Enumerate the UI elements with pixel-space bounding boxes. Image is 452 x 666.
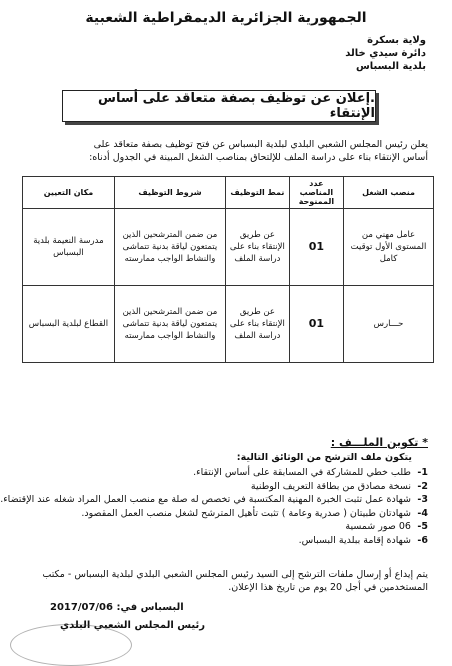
- list-item: [0, 493, 428, 507]
- list-item-number: 5-: [417, 521, 428, 532]
- cell-conditions: من ضمن المترشحين الذين يتمتعون لياقة بدنية تتماشى والنشاط الواجب ممارسته: [114, 286, 225, 363]
- list-item-text: 06 صور شمسية: [345, 521, 411, 532]
- header-count: عدد المناصب الممنوحة: [289, 177, 343, 209]
- list-item-text: شهادة عمل تثبت الخبرة المهنية المكتسبة في تخصص له صلة مع منصب العمل المراد شغله عند الإقتضاء.: [0, 494, 411, 505]
- header-post: منصب الشغل: [344, 177, 434, 209]
- closing-line-2: المستخدمين في أجل 20 يوم من تاريخ هذا الإعلان.: [228, 582, 428, 593]
- list-item-number: 1-: [417, 467, 428, 478]
- list-item-text: شهادة إقامة ببلدية البسباس.: [298, 534, 411, 546]
- closing-paragraph: [18, 568, 428, 594]
- cell-post: حـــارس: [344, 286, 434, 363]
- intro-line-2: أساس الإنتقاء بناء على دراسة الملف للإلتحاق بمناصب الشغل المبينة في الجدول أدناه:: [89, 152, 428, 163]
- table-row: [23, 209, 434, 286]
- list-item-number: 3-: [417, 494, 428, 505]
- header-mode: نمط التوظيف: [226, 177, 290, 209]
- list-item-number: 6-: [417, 534, 428, 546]
- cell-conditions: من ضمن المترشحين الذين يتمتعون لياقة بدنية تتماشى والنشاط الواجب ممارسته: [114, 209, 225, 286]
- list-item: [28, 520, 428, 534]
- list-item-number: 4-: [417, 507, 428, 519]
- cell-mode: عن طريق الإنتقاء بناء على دراسة الملف: [226, 209, 290, 286]
- cell-place: مدرسة النعيمة بلدية البسباس: [23, 209, 115, 286]
- cell-count: 01: [289, 209, 343, 286]
- file-section-title: * تكوين الملـــف :: [330, 436, 428, 449]
- positions-table: [22, 176, 434, 363]
- cell-count: 01: [289, 286, 343, 363]
- cell-mode: عن طريق الإنتقاء بناء على دراسة الملف: [226, 286, 290, 363]
- list-item: [28, 466, 428, 480]
- republic-header: الجمهورية الجزائرية الديمقراطية الشعبية: [85, 10, 367, 26]
- intro-paragraph: [18, 138, 428, 164]
- header-conditions: شروط التوظيف: [114, 177, 225, 209]
- wilaya-label: ولاية بسكرة: [367, 35, 426, 46]
- header-place: مكان التعيين: [23, 177, 115, 209]
- required-documents-list: [0, 466, 428, 547]
- closing-line-1: يتم إيداع أو إرسال ملفات الترشح إلى السيد رئيس المجلس الشعبي البلدي لبلدية البسباس - مكتب: [42, 569, 428, 580]
- list-item-text: طلب خطي للمشاركة في المسابقة على أساس الإنتقاء.: [193, 467, 411, 478]
- table-row: [23, 286, 434, 363]
- signature-title: رئيس المجلس الشعبي البلدي: [60, 620, 205, 631]
- list-item: [28, 480, 428, 494]
- intro-line-1: يعلن رئيس المجلس الشعبي البلدي لبلدية البسباس عن فتح توظيف بصفة متعاقد على: [93, 139, 428, 150]
- list-item-number: 2-: [417, 480, 428, 492]
- place-date: البسباس في: 2017/07/06: [50, 602, 184, 613]
- official-stamp: [10, 624, 132, 666]
- announcement-title: .إعلان عن توظيف بصفة متعاقد على أساس الإنتقاء: [98, 91, 375, 121]
- list-item-text: شهادتان طبيتان ( صدرية وعامة ) تثبت تأهيل المترشح لشغل منصب العمل المقصود.: [81, 507, 411, 519]
- administration-block: [345, 34, 426, 73]
- cell-place: القطاع لبلدية البسباس: [23, 286, 115, 363]
- daira-label: دائرة سيدي خالد: [345, 48, 426, 59]
- file-section-subtitle: يتكون ملف الترشح من الوثائق التالية:: [236, 452, 412, 463]
- cell-post: عامل مهني من المستوى الأول توقيت كامل: [344, 209, 434, 286]
- list-item: [28, 507, 428, 521]
- list-item-text: نسخة مصادق من بطاقة التعريف الوطنية: [250, 480, 411, 492]
- commune-label: بلدية البسباس: [356, 61, 426, 72]
- table-header-row: [23, 177, 434, 209]
- list-item: [28, 534, 428, 548]
- announcement-title-box: [62, 90, 376, 122]
